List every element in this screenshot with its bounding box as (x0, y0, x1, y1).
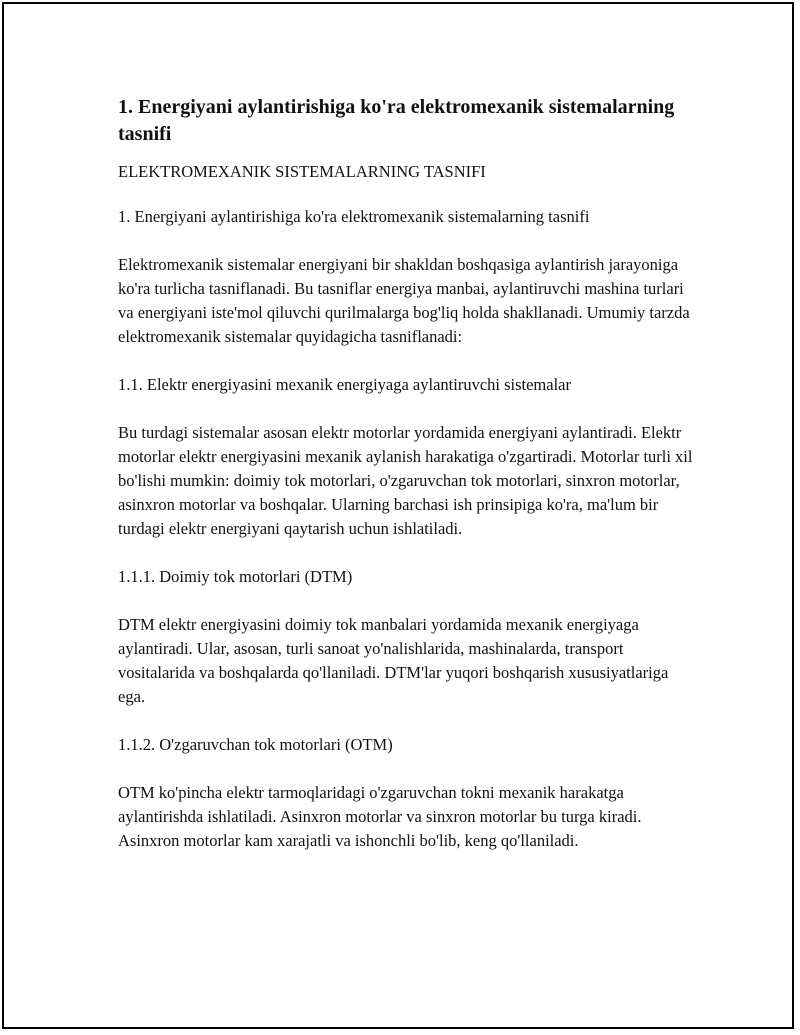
section-heading: ELEKTROMEXANIK SISTEMALARNING TASNIFI (118, 162, 486, 181)
paragraph-electric-motors: Bu turdagi sistemalar asosan elektr motorlar yordamida energiyani aylantiradi. Elektr motorlar elektr energiyasini mexanik aylanish harakatiga o'zgartiradi. Motorlar turli xil bo'lishi mumkin: doimiy tok motorlari, o'zgaruvchan tok motorlari, sinxron motorlar, asinxron motorlar va boshqalar. Ularning barchasi ish prinsipiga ko'ra, ma'lum bir turdagi elektr energiyani qaytarish uchun ishlatiladi. (118, 423, 693, 538)
paragraph-dc-motors: DTM elektr energiyasini doimiy tok manbalari yordamida mexanik energiyaga aylantiradi. Ular, asosan, turli sanoat yo'nalishlarida, mashinalarda, transport vositalarida va boshqalarda qo'llaniladi. DTM'lar yuqori boshqarish xususiyatlariga ega. (118, 615, 669, 706)
paragraph-intro: Elektromexanik sistemalar energiyani bir shakldan boshqasiga aylantirish jarayoniga ko'ra turlicha tasniflanadi. Bu tasniflar energiya manbai, aylantiruvchi mashina turlari va energiyani iste'mol qiluvchi qurilmalarga bog'liq holda shakllanadi. Umumiy tarzda elektromexanik sistemalar quyidagicha tasniflanadi: (118, 255, 690, 346)
subsection-heading-1-1: 1.1. Elektr energiyasini mexanik energiyaga aylantiruvchi sistemalar (118, 375, 571, 394)
subsection-heading-1-1-1: 1.1.1. Doimiy tok motorlari (DTM) (118, 567, 353, 586)
document-body (118, 94, 698, 877)
paragraph-ac-motors: OTM ko'pincha elektr tarmoqlaridagi o'zgaruvchan tokni mexanik harakatga aylantirishda ishlatiladi. Asinxron motorlar va sinxron motorlar bu turga kiradi. Asinxron motorlar kam xarajatli va ishonchli bo'lib, keng qo'llaniladi. (118, 783, 642, 850)
subsection-heading-1-1-2: 1.1.2. O'zgaruvchan tok motorlari (OTM) (118, 735, 393, 754)
document-title: 1. Energiyani aylantirishiga ko'ra elektromexanik sistemalarning tasnifi (118, 96, 675, 145)
subsection-heading-1: 1. Energiyani aylantirishiga ko'ra elektromexanik sistemalarning tasnifi (118, 207, 590, 226)
